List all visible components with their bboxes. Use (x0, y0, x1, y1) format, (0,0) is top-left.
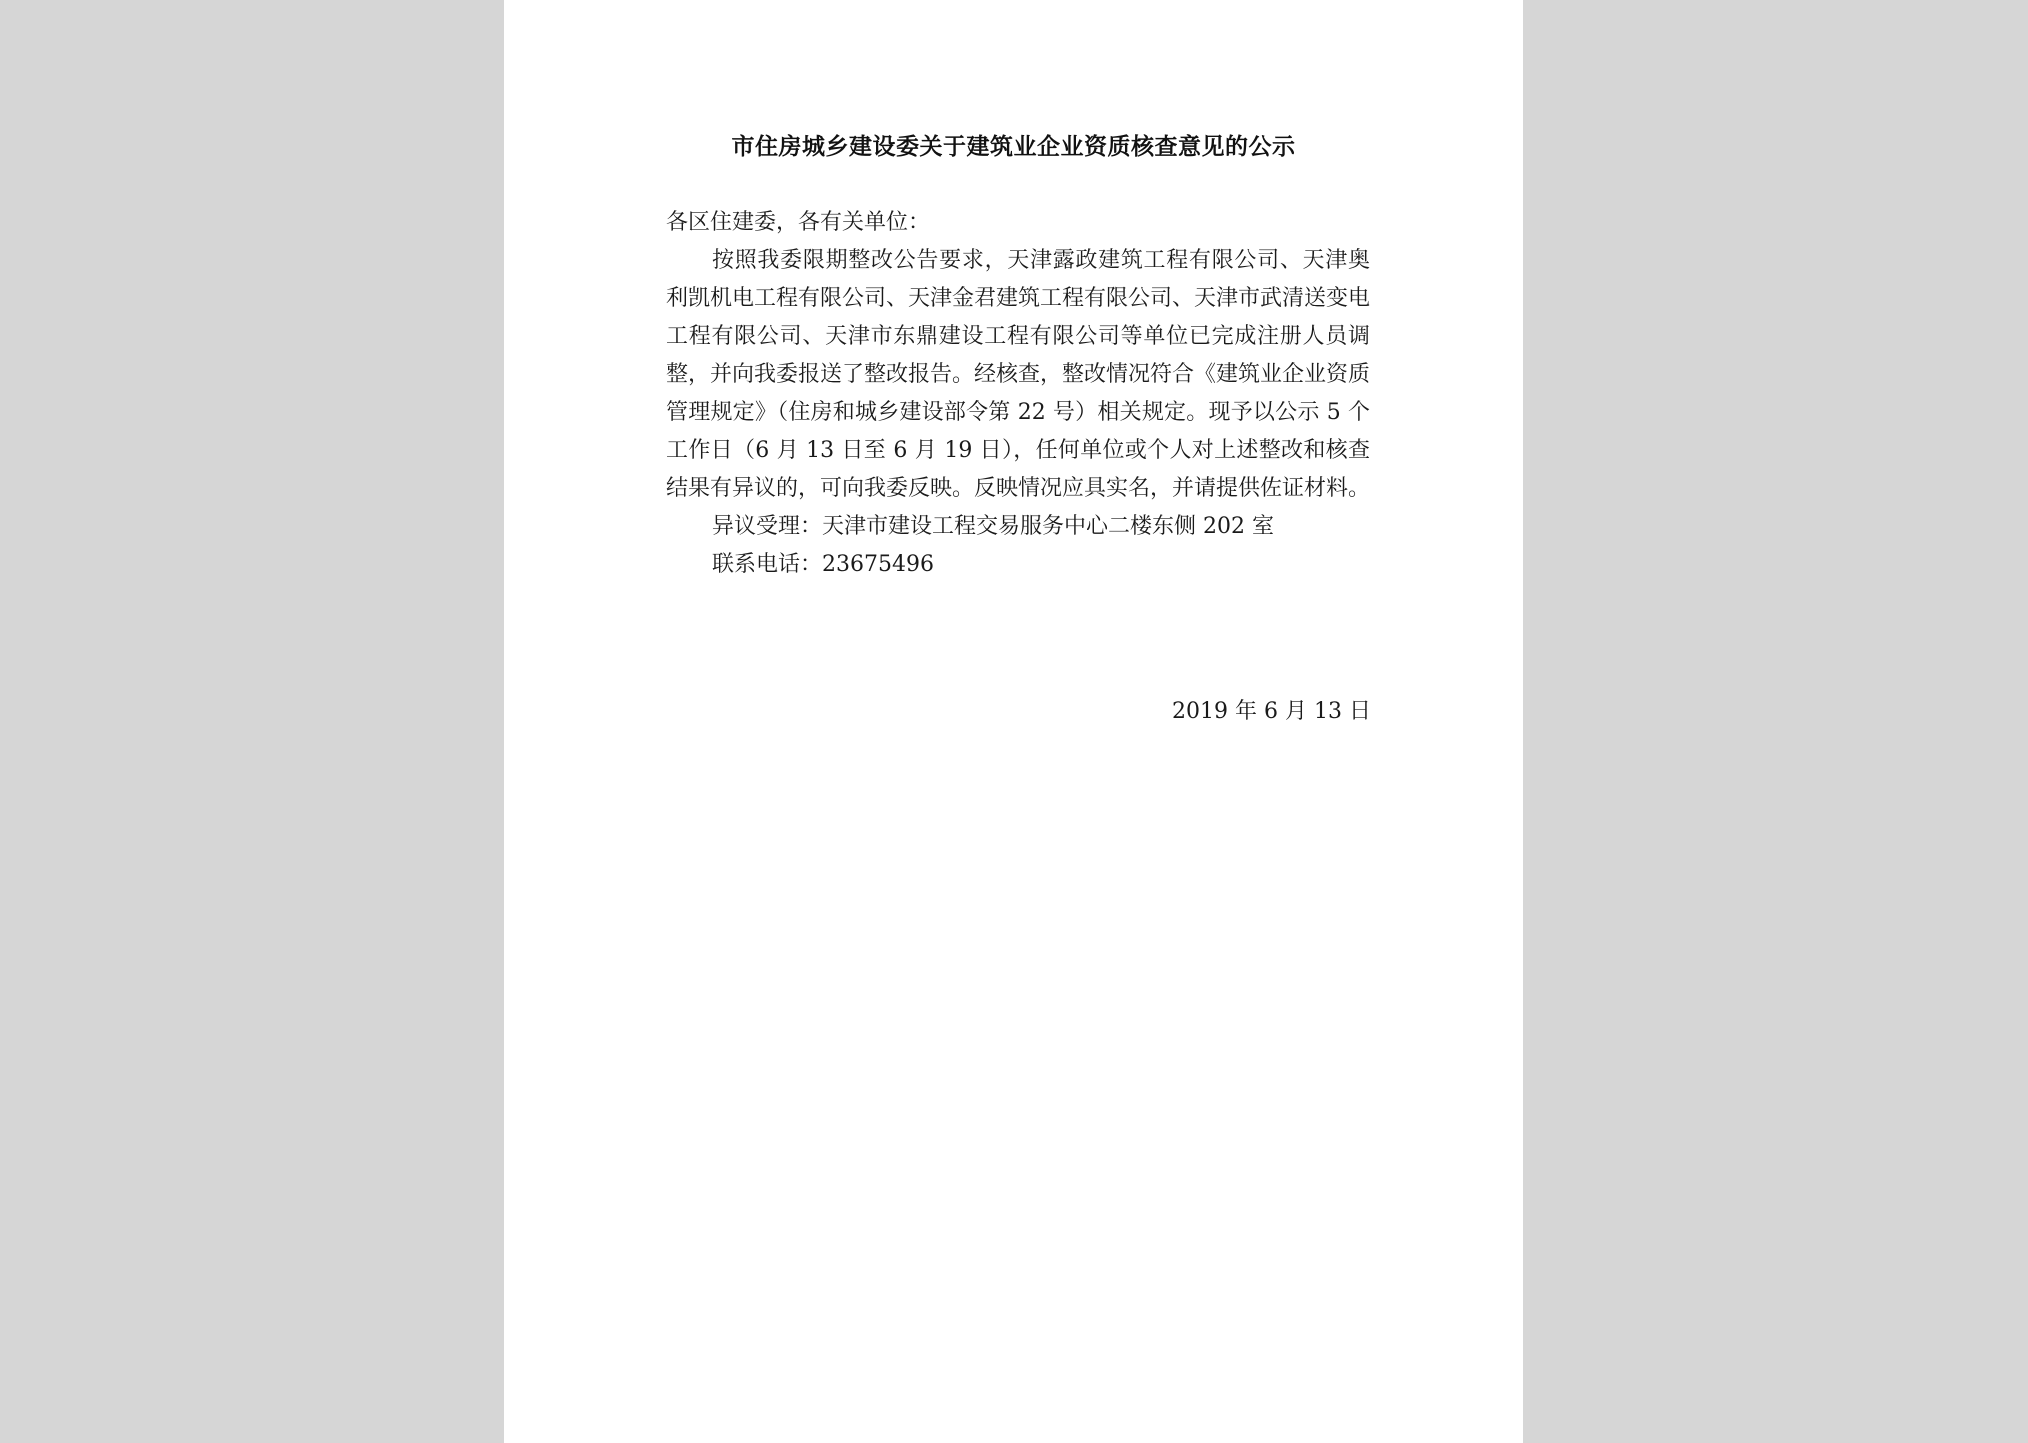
contact-phone: 联系电话：23675496 (712, 552, 934, 577)
salutation: 各区住建委，各有关单位： (666, 210, 931, 235)
objection-address: 异议受理：天津市建设工程交易服务中心二楼东侧 202 室 (712, 514, 1274, 539)
document-title: 市住房城乡建设委关于建筑业企业资质核查意见的公示 (731, 133, 1296, 160)
document-body (666, 204, 1370, 584)
document-date: 2019 年 6 月 13 日 (1172, 699, 1371, 724)
document-page (504, 0, 1523, 1443)
body-paragraph: 按照我委限期整改公告要求，天津露政建筑工程有限公司、天津奥利凯机电工程有限公司、天津金君建筑工程有限公司、天津市武清送变电工程有限公司、天津市东鼎建设工程有限公司等单位已完成注册人员调整，并向我委报送了整改报告。经核查，整改情况符合《建筑业企业资质管理规定》（住房和城乡建设部令第 22 号）相关规定。现予以公示 5 个工作日（6 月 13 日至 6 月 19 日），任何单位或个人对上述整改和核查结果有异议的，可向我委反映。反映情况应具实名，并请提供佐证材料。 (666, 248, 1371, 501)
